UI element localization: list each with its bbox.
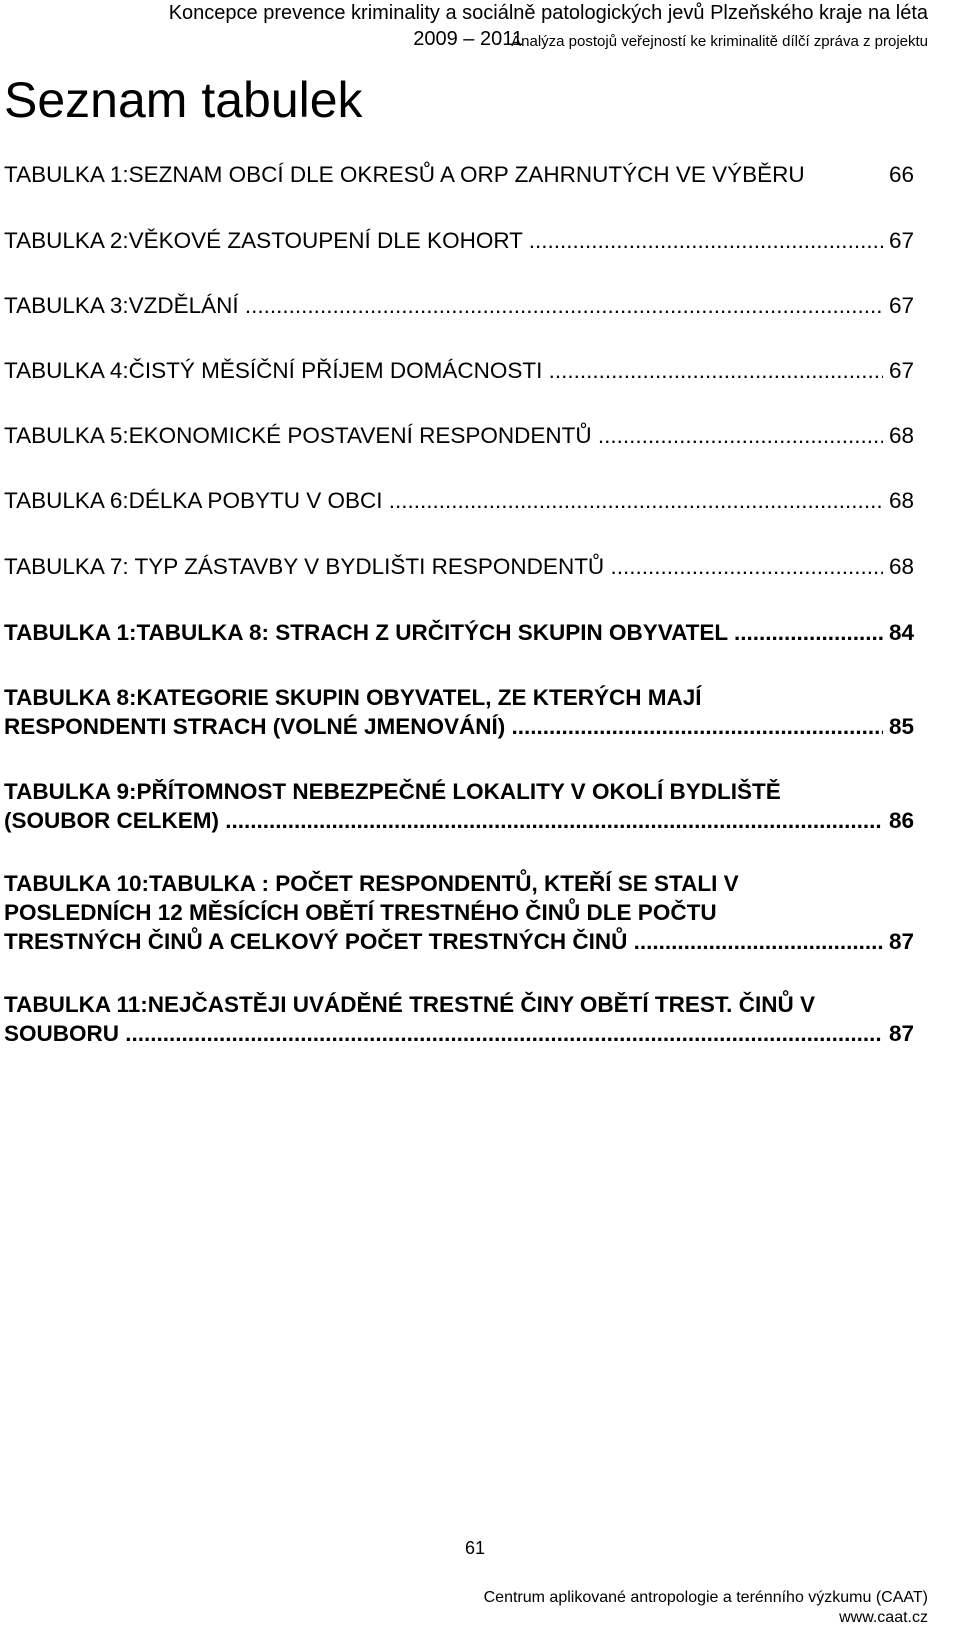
toc-entry-page: 67 [888, 358, 914, 383]
toc-entry[interactable] [4, 777, 914, 835]
header-title: Koncepce prevence kriminality a sociálně patologických jevů Plzeňského kraje na léta [168, 2, 928, 24]
toc-entry-page: 86 [888, 808, 914, 833]
toc-entry[interactable] [4, 421, 914, 450]
toc-entry[interactable] [4, 291, 914, 320]
toc-entry-page: 68 [888, 423, 914, 448]
toc-entry-text: TABULKA 4:ČISTÝ MĚSÍČNÍ PŘÍJEM DOMÁCNOSTI ..... [4, 356, 883, 385]
toc-entry-text: TABULKA 1:TABULKA 8: STRACH Z URČITÝCH SKUPIN OBYVATEL ..... [4, 618, 883, 647]
toc-entry-page: 67 [888, 228, 914, 253]
toc-entry-text: TABULKA 10:TABULKA : POČET RESPONDENTŮ, KTEŘÍ SE STALI V [4, 871, 739, 896]
toc-entry[interactable] [4, 226, 914, 255]
page-title: Seznam tabulek [4, 72, 363, 128]
toc-entry[interactable] [4, 552, 914, 581]
toc-entry-text: TRESTNÝCH ČINŮ A CELKOVÝ POČET TRESTNÝCH ČINŮ ..... [4, 927, 883, 956]
toc-entry[interactable] [4, 160, 914, 189]
header-subtitle: Analýza postojů veřejností ke kriminalitě dílčí zpráva z projektu [511, 33, 928, 50]
header-years: 2009 – 2011 [413, 28, 523, 50]
toc-entry-text: RESPONDENTI STRACH (VOLNÉ JMENOVÁNÍ) ..... [4, 712, 883, 741]
toc-entry-text: TABULKA 5:EKONOMICKÉ POSTAVENÍ RESPONDENTŮ ..... [4, 421, 883, 450]
toc-entry[interactable] [4, 683, 914, 741]
toc-entry[interactable] [4, 990, 914, 1048]
toc-entry-text: TABULKA 1:SEZNAM OBCÍ DLE OKRESŮ A ORP ZAHRNUTÝCH VE VÝBĚRU [4, 162, 805, 187]
toc-entry[interactable] [4, 356, 914, 385]
page-number: 61 [464, 1538, 486, 1558]
toc-entry-page: 85 [888, 714, 914, 739]
toc-entry-text: (SOUBOR CELKEM) ..... [4, 806, 883, 835]
toc-entry-text: POSLEDNÍCH 12 MĚSÍCÍCH OBĚTÍ TRESTNÉHO ČINŮ DLE POČTU [4, 900, 717, 925]
toc-entry-text: TABULKA 9:PŘÍTOMNOST NEBEZPEČNÉ LOKALITY V OKOLÍ BYDLIŠTĚ [4, 779, 781, 804]
toc-entry-text: TABULKA 7: TYP ZÁSTAVBY V BYDLIŠTI RESPONDENTŮ ..... [4, 552, 883, 581]
toc-entry-page: 68 [888, 488, 914, 513]
toc-entry-text: TABULKA 8:KATEGORIE SKUPIN OBYVATEL, ZE KTERÝCH MAJÍ [4, 685, 702, 710]
toc-entry-page: 68 [888, 554, 914, 579]
toc-entry-text: SOUBORU ..... [4, 1019, 883, 1048]
page-header [169, 0, 928, 54]
toc-entry-text: TABULKA 3:VZDĚLÁNÍ ..... [4, 291, 883, 320]
toc-entry[interactable] [4, 486, 914, 515]
footer-website: www.caat.cz [839, 1609, 928, 1626]
toc-entry-page: 66 [888, 162, 914, 187]
toc-entry[interactable] [4, 869, 914, 956]
page-footer [484, 1588, 928, 1628]
toc-entry-page: 87 [888, 929, 914, 954]
toc-entry-text: TABULKA 2:VĚKOVÉ ZASTOUPENÍ DLE KOHORT ..... [4, 226, 883, 255]
toc-entry-text: TABULKA 6:DÉLKA POBYTU V OBCI ..... [4, 486, 883, 515]
toc-entry-page: 84 [888, 620, 914, 645]
toc-entry-text: TABULKA 11:NEJČASTĚJI UVÁDĚNÉ TRESTNÉ ČINY OBĚTÍ TREST. ČINŮ V [4, 992, 815, 1017]
footer-organization: Centrum aplikované antropologie a terénního výzkumu (CAAT) [483, 1589, 928, 1606]
toc-entry-page: 67 [888, 293, 914, 318]
toc-entry-page: 87 [888, 1021, 914, 1046]
toc-entry[interactable] [4, 618, 914, 647]
